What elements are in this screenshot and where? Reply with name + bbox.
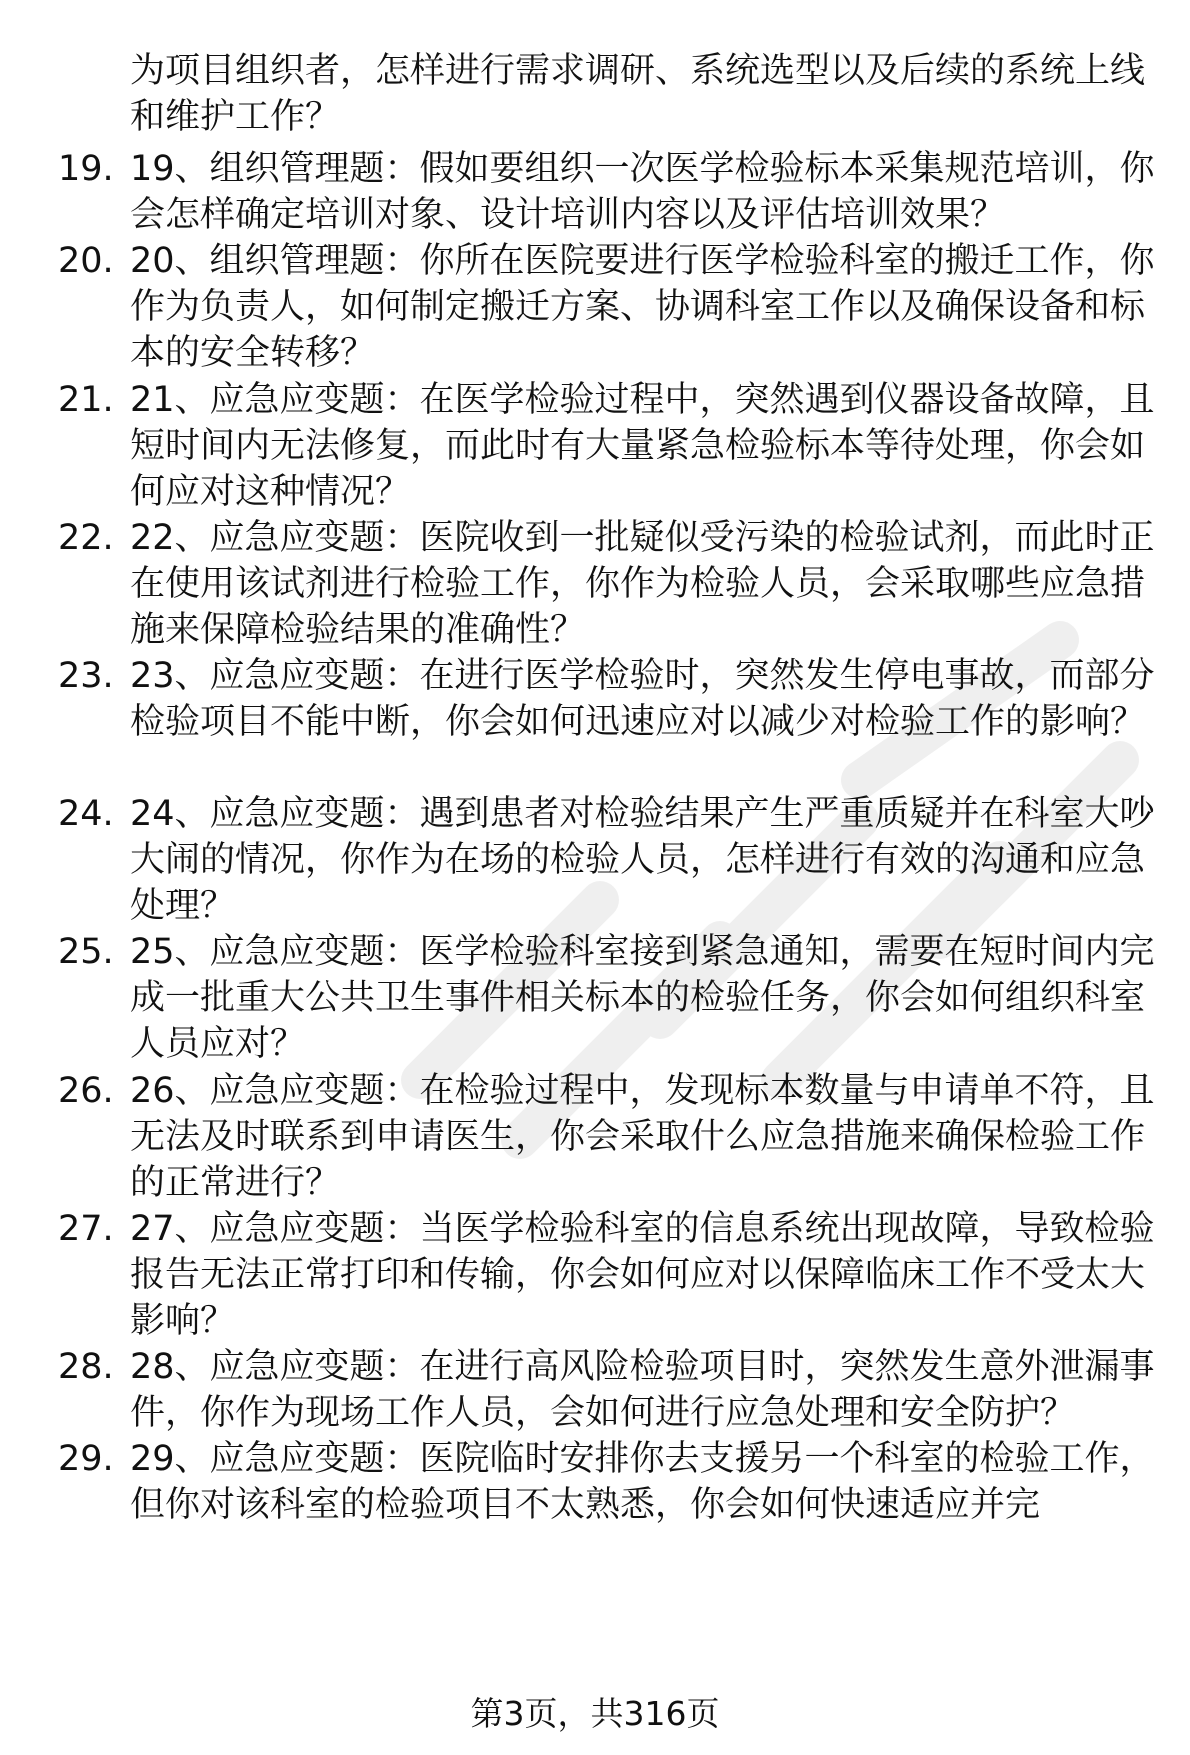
- item-text: 25、应急应变题：医学检验科室接到紧急通知，需要在短时间内完成一批重大公共卫生事件相关标本的检验任务，你会如何组织科室人员应对？: [130, 932, 1155, 1064]
- item-number: 28.: [58, 1347, 114, 1387]
- item-text: 19、组织管理题：假如要组织一次医学检验标本采集规范培训，你会怎样确定培训对象、设计培训内容以及评估培训效果？: [130, 149, 1155, 235]
- item-text: 21、应急应变题：在医学检验过程中，突然遇到仪器设备故障，且短时间内无法修复，而此时有大量紧急检验标本等待处理，你会如何应对这种情况？: [130, 380, 1155, 512]
- item-number: 26.: [58, 1071, 114, 1111]
- item-text: 29、应急应变题：医院临时安排你去支援另一个科室的检验工作，但你对该科室的检验项目不太熟悉，你会如何快速适应并完: [130, 1439, 1155, 1525]
- item-number: 24.: [58, 794, 114, 834]
- item-number: 19.: [58, 149, 114, 189]
- item-number: 27.: [58, 1209, 114, 1249]
- item-text: 22、应急应变题：医院收到一批疑似受污染的检验试剂，而此时正在使用该试剂进行检验工作，你作为检验人员，会采取哪些应急措施来保障检验结果的准确性？: [130, 518, 1155, 650]
- item-text: 28、应急应变题：在进行高风险检验项目时，突然发生意外泄漏事件，你作为现场工作人员，会如何进行应急处理和安全防护？: [130, 1347, 1155, 1433]
- page-footer: 第3页，共316页: [470, 1694, 720, 1733]
- item-number: 21.: [58, 380, 114, 420]
- item-number: 29.: [58, 1439, 114, 1479]
- lead-paragraph: 为项目组织者，怎样进行需求调研、系统选型以及后续的系统上线和维护工作？: [130, 51, 1146, 137]
- item-text: 20、组织管理题：你所在医院要进行医学检验科室的搬迁工作，你作为负责人，如何制定搬迁方案、协调科室工作以及确保设备和标本的安全转移？: [130, 241, 1155, 373]
- item-number: 23.: [58, 656, 114, 696]
- item-number: 20.: [58, 241, 114, 281]
- item-text: 27、应急应变题：当医学检验科室的信息系统出现故障，导致检验报告无法正常打印和传输，你会如何应对以保障临床工作不受太大影响？: [130, 1209, 1155, 1341]
- item-text: 23、应急应变题：在进行医学检验时，突然发生停电事故，而部分检验项目不能中断，你会如何迅速应对以减少对检验工作的影响？: [130, 656, 1155, 742]
- item-number: 22.: [58, 518, 114, 558]
- item-text: 24、应急应变题：遇到患者对检验结果产生严重质疑并在科室大吵大闹的情况，你作为在场的检验人员，怎样进行有效的沟通和应急处理？: [130, 794, 1155, 926]
- item-number: 25.: [58, 932, 114, 972]
- item-text: 26、应急应变题：在检验过程中，发现标本数量与申请单不符，且无法及时联系到申请医生，你会采取什么应急措施来确保检验工作的正常进行？: [130, 1071, 1155, 1203]
